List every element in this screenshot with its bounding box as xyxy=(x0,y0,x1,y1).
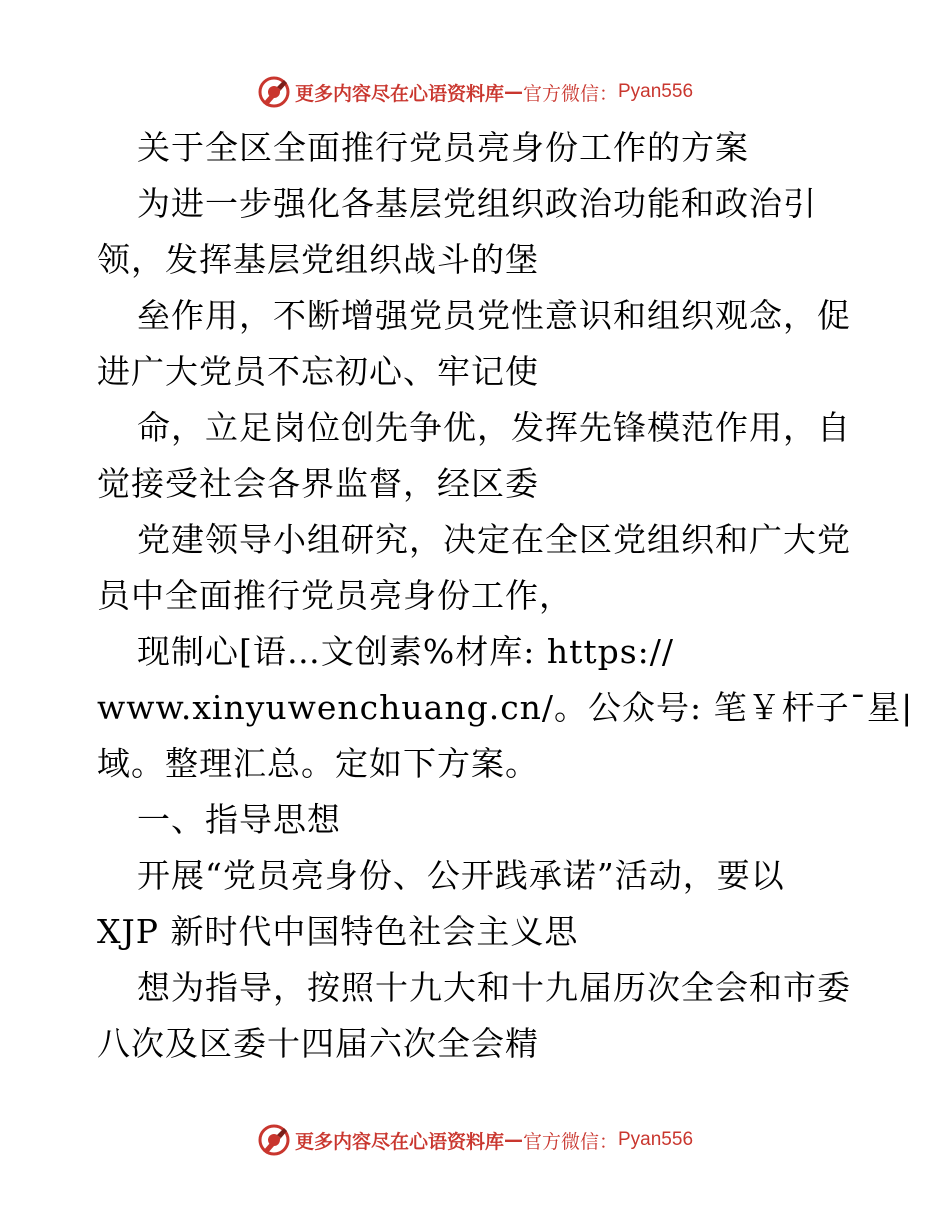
footer-banner-text: 更多内容尽在心语资料库 xyxy=(294,1130,504,1153)
document-title: 关于全区全面推行党员亮身份工作的方案 xyxy=(137,128,749,167)
text-line: 八次及区委十四届六次全会精 xyxy=(97,1024,539,1063)
header-banner-text: 更多内容尽在心语资料库 xyxy=(294,82,504,105)
header-wechat-id: Pyan556 xyxy=(618,81,694,102)
text-line: 域。整理汇总。定如下方案。 xyxy=(97,744,539,783)
footer-wechat-label: 官方微信： xyxy=(522,1130,618,1153)
footer-banner-separator: — xyxy=(503,1129,523,1151)
footer-wechat-id: Pyan556 xyxy=(618,1129,694,1150)
text-line: 领，发挥基层党组织战斗的堡 xyxy=(97,240,539,279)
text-line-url: www.xinyuwenchuang.cn/。公众号: 笔￥杆子¯星| xyxy=(97,688,914,727)
document-body xyxy=(97,120,914,1072)
footer-banner xyxy=(0,1118,950,1162)
text-line: 开展“党员亮身份、公开践承诺”活动，要以 xyxy=(137,856,785,895)
text-line: 现制心[语…文创素%材库: https:// xyxy=(137,632,675,671)
pen-logo-icon xyxy=(257,1123,291,1157)
text-line: 想为指导，按照十九大和十九届历次全会和市委 xyxy=(137,968,851,1007)
section-heading: 一、指导思想 xyxy=(137,800,341,839)
header-wechat-label: 官方微信： xyxy=(522,82,618,105)
text-line: 命，立足岗位创先争优，发挥先锋模范作用，自 xyxy=(137,408,851,447)
pen-logo-icon xyxy=(257,75,291,109)
header-banner xyxy=(0,70,950,114)
text-line: 党建领导小组研究，决定在全区党组织和广大党 xyxy=(137,520,851,559)
text-line: 进广大党员不忘初心、牢记使 xyxy=(97,352,539,391)
text-line: 觉接受社会各界监督，经区委 xyxy=(97,464,539,503)
text-line: XJP 新时代中国特色社会主义思 xyxy=(97,912,579,951)
header-banner-separator: — xyxy=(503,81,523,103)
text-line: 垒作用，不断增强党员党性意识和组织观念，促 xyxy=(137,296,851,335)
text-line: 为进一步强化各基层党组织政治功能和政治引 xyxy=(137,184,817,223)
text-line: 员中全面推行党员亮身份工作， xyxy=(97,576,573,615)
